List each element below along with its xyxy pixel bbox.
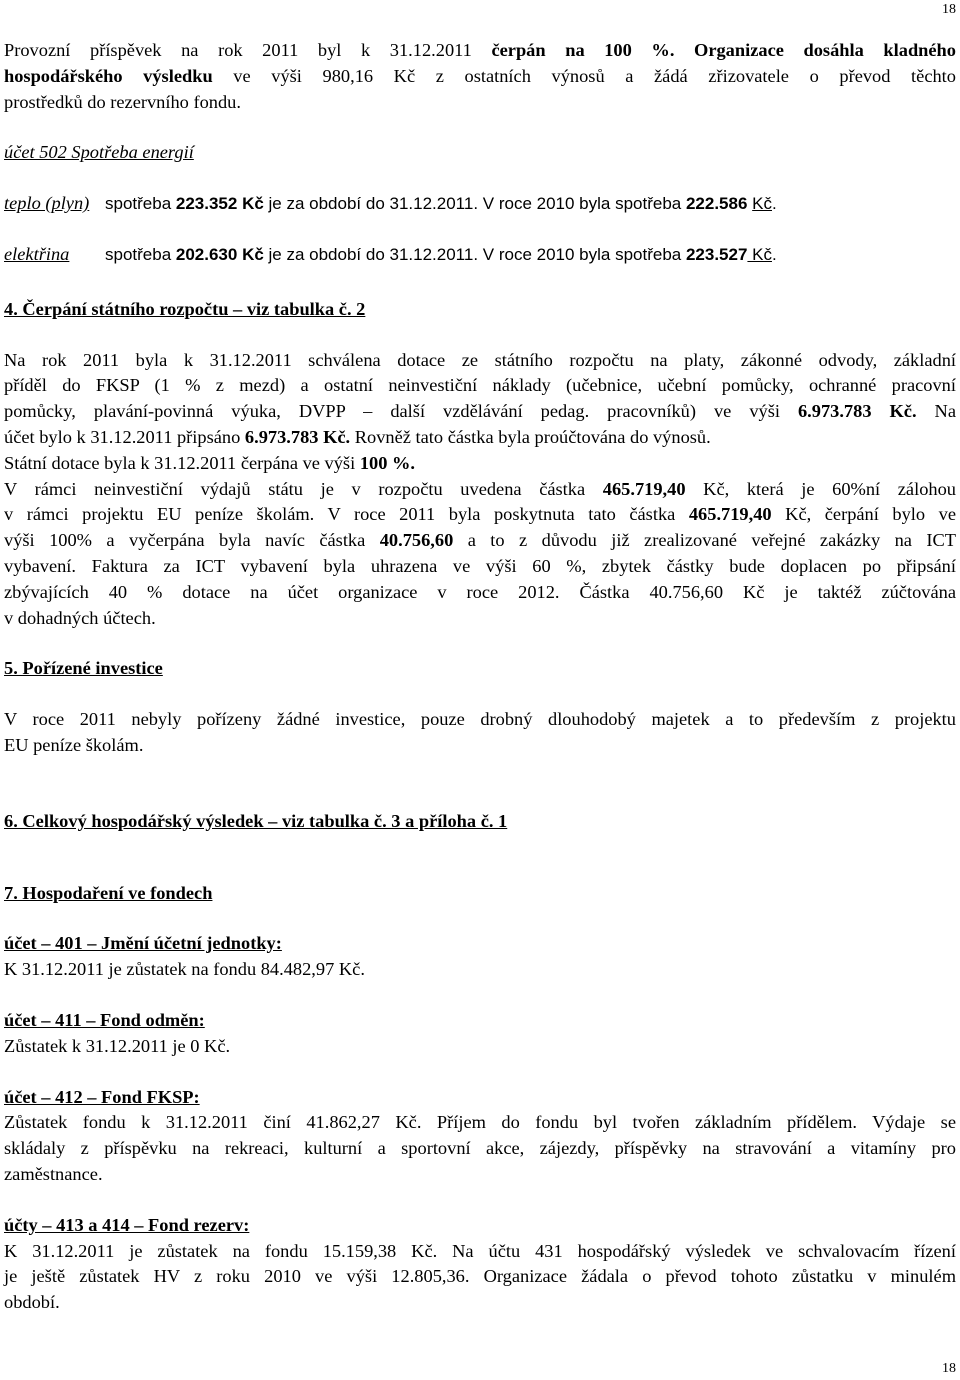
energy-section	[4, 140, 956, 267]
text-segment: prostředků do rezervního fondu.	[4, 91, 241, 112]
paragraph-line: EU peníze školám.	[4, 734, 144, 755]
section-4-heading: 4. Čerpání státního rozpočtu – viz tabulka č. 2	[4, 298, 366, 319]
section-6	[4, 809, 956, 835]
heat-text: spotřeba 223.352 Kč je za období do 31.12.2011. V roce 2010 byla spotřeba 222.586 Kč.	[105, 194, 777, 214]
intro-line	[4, 90, 956, 116]
fund-413-414	[4, 1213, 956, 1316]
fund-title: účet – 412 – Fond FKSP:	[4, 1086, 200, 1107]
section-7-heading: 7. Hospodaření ve fondech	[4, 882, 213, 903]
paragraph-line: K 31.12.2011 je zůstatek na fondu 84.482,97 Kč.	[4, 959, 365, 980]
document-body	[4, 38, 956, 1316]
paragraph-line: je ještě zůstatek HV z roku 2010 ve výši 12.805,36. Organizace žádala o převod tohoto zůstatku v minulém	[4, 1266, 956, 1287]
paragraph-line: V roce 2011 nebyly pořízeny žádné investice, pouze drobný dlouhodobý majetek a to především z projektu	[4, 709, 956, 730]
page-number-top: 18	[942, 2, 956, 17]
energy-heading: účet 502 Spotřeba energií	[4, 142, 194, 163]
paragraph-line: Zůstatek fondu k 31.12.2011 činí 41.862,27 Kč. Příjem do fondu byl tvořen základním přídělem. Výdaje se	[4, 1112, 956, 1133]
paragraph-line: zbývajících 40 % dotace na účet organizace v roce 2012. Částka 40.756,60 Kč je taktéž zúčtována	[4, 581, 956, 602]
text-segment: Provozní příspěvek na rok 2011 byl k 31.12.2011	[4, 40, 492, 60]
paragraph-line: příděl do FKSP (1 % z mezd) a ostatní neinvestiční náklady (učebnice, učební pomůcky, ochranné pracovní	[4, 375, 956, 396]
intro-line	[4, 64, 956, 90]
section-6-heading: 6. Celkový hospodářský výsledek – viz tabulka č. 3 a příloha č. 1	[4, 810, 508, 831]
text-segment: ve výši 980,16 Kč z ostatních výnosů a žádá zřizovatele o převod těchto	[212, 65, 956, 86]
intro-line	[4, 38, 956, 64]
paragraph-line: Na rok 2011 byla k 31.12.2011 schválena dotace ze státního rozpočtu na platy, zákonné odvody, základní	[4, 349, 956, 370]
fund-title: účty – 413 a 414 – Fond rezerv:	[4, 1214, 250, 1235]
section-4	[4, 297, 956, 632]
page-number-bottom: 18	[942, 1361, 956, 1376]
paragraph-line: v rámci projektu EU peníze školám. V roce 2011 byla poskytnuta tato částka 465.719,40 Kč, čerpání bylo ve	[4, 504, 956, 525]
paragraph-line: vybavení. Faktura za ICT vybavení byla uhrazena ve výši 60 %, zbytek částky bude doplacen po připsání	[4, 555, 956, 576]
paragraph-line: skládaly z příspěvku na rekreaci, kulturní a sportovní akce, zájezdy, příspěvky na stravování a vitamíny pro	[4, 1138, 956, 1159]
electricity-label: elektřina	[4, 243, 70, 264]
electricity-row	[4, 242, 956, 268]
paragraph-line: v dohadných účtech.	[4, 607, 156, 628]
intro-paragraph	[4, 38, 956, 115]
text-segment-bold: hospodářského výsledku	[4, 65, 213, 86]
fund-title: účet – 411 – Fond odměn:	[4, 1009, 205, 1030]
paragraph-line: pomůcky, plavání-povinná výuka, DVPP – další vzdělávání pedag. pracovníků) ve výši 6.973.783 Kč. Na	[4, 401, 956, 422]
fund-412	[4, 1085, 956, 1188]
paragraph-line: období.	[4, 1292, 60, 1313]
paragraph-line: Zůstatek k 31.12.2011 je 0 Kč.	[4, 1035, 231, 1056]
paragraph-line: výši 100% a vyčerpána byla navíc částka 40.756,60 a to z důvodu již zrealizované veřejné zakázky na ICT	[4, 530, 956, 551]
paragraph-line: V rámci neinvestiční výdajů státu je v rozpočtu uvedena částka 465.719,40 Kč, která je 60%ní zálohou	[4, 478, 956, 499]
paragraph-line: Státní dotace byla k 31.12.2011 čerpána ve výši 100 %.	[4, 452, 415, 473]
paragraph-line: K 31.12.2011 je zůstatek na fondu 15.159,38 Kč. Na účtu 431 hospodářský výsledek ve schvalovacím řízení	[4, 1240, 956, 1261]
heat-label: teplo (plyn)	[4, 193, 90, 214]
paragraph-line: zaměstnance.	[4, 1163, 103, 1184]
text-segment-bold: čerpán na 100 %. Organizace dosáhla kladného	[491, 40, 956, 60]
section-5-heading: 5. Pořízené investice	[4, 658, 163, 679]
heat-row	[4, 191, 956, 217]
fund-401	[4, 931, 956, 983]
fund-title: účet – 401 – Jmění účetní jednotky:	[4, 933, 282, 954]
section-7	[4, 881, 956, 1316]
electricity-text: spotřeba 202.630 Kč je za období do 31.12.2011. V roce 2010 byla spotřeba 223.527 Kč.	[105, 244, 777, 264]
section-5	[4, 656, 956, 758]
fund-411	[4, 1008, 956, 1060]
paragraph-line: účet bylo k 31.12.2011 připsáno 6.973.783 Kč. Rovněž tato částka byla proúčtována do výnosů.	[4, 426, 711, 447]
